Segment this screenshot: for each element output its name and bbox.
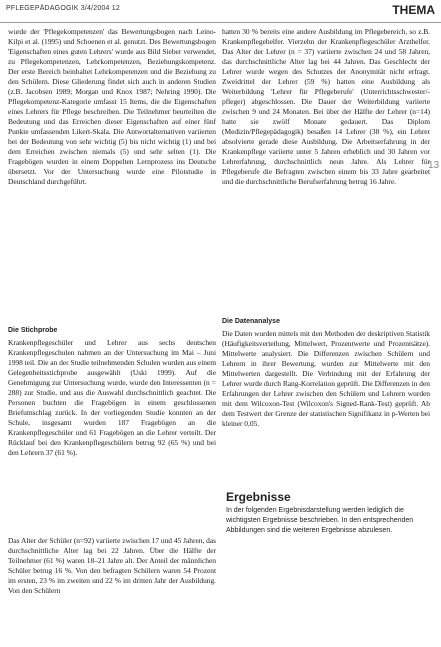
schueler-paragraph: Das Alter der Schüler (n=92) variierte zwischen 17 und 45 Jahren, das durchschnittliche Alter lag bei 22 Jahren. Über die Hälfte der Teilnehmer (61 %) waren 18–21 Jahre alt. Der Anteil der männlichen Schüler betrug 16 %. Von den befragten Schülern waren 54 Prozent im ersten, 23 % im zweiten und 22 % im dritten Jahr der Ausbildung. Von den Schülern xyxy=(8,536,216,595)
intro-paragraph: wurde der 'Pflegekompetenzen' das Bewertungsbogen nach Leino-Kilpi et al. (1995) und Schoenen et al. genutzt. Des Bewertungsbogen 'Eigenschaften eines guten Lehrers' wurde aus Bild Sieber verwendet, zu Pflegekompetenzen, Lehrkompetenzen, Beziehungskompetenz. Der erste Bereich beinhaltet Lehrkompetenzen und die Beziehung zu den Schülern. Diese Gliederung findet sich auch in anderen Studien (z.B. Jacobsen 1989; Morgan und Knox 1987; Nehring 1990). Die Pflegekompetenz-Kategorie umfasst 15 Items, die die Eigenschaften eines Lehrers für Pflege beschreiben. Die Teilnehmer beurteilten die Bedeutung und das Erreichen dieser Eigenschaften auf einer fünf Punkte umfassenden Likert-Skala. Die Antwortalternativen variierten bei der Bedeutung von sehr wichtig (5) bis nicht wichtig (1) und bei dem Erreichen zwischen niemals (5) und sehr selten (1). Die Fragebögen wurden in einem Doppelten Lernprozess ins Deutsche übersetzt. Vor der Untersuchung wurde eine Pilotstudie in Deutschland durchgeführt. xyxy=(8,27,216,186)
page-number: 13 xyxy=(428,160,440,171)
datenanalyse-paragraph: Die Daten wurden mittels mit den Methoden der deskriptiven Statistik (Häufigkeitsverteilung, Mittelwert, Prozentwerte und Prozentsätze). Mittelwerte analysiert. Die Differenzen zwischen Schülern und Lehrern in ihrer Bewertung, wurden zur Mittelwerte mit den Mittelwerten dargestellt. Die Verbindung mit der Erfahrung der Lehrer wurde durch Rang-Korrelation geprüft. Die Differenzen in den Erfahrungen der Lehrer zwischen den Schülern und Lehrern wurden mit dem Wilcoxon-Test (Wilcoxon's Signed-Rank-Test) geprüft. Ab dem Testwert der Grenze der statistischen Signifikanz in p-Werten bei kleiner 0,05. xyxy=(222,329,430,428)
section-title: THEMA xyxy=(392,3,435,17)
journal-title: PFLEGEPÄDAGOGIK 3/4/2004 12 xyxy=(6,5,120,12)
stichprobe-paragraph: Krankenpflegeschüler und Lehrer aus sechs deutschen Krankenpflegeschulen nahmen an der Untersuchung im Mai – Juni 1998 teil. Die an der Studie teilnehmenden Schulen wurden aus einem Gelegenheitsstichprobe ausgewählt (Uski 1999). Auf die Genehmigung zur Untersuchung wurde, wurde den Interessenten (n = 288) zur Studie, und aus die Auswahl durchschnittlich geachtet. Die Personen buchten die Fragebögen in einem geschlossenen Briefumschlag zurück. In der vorliegenden Studie konnten an der Schule, insgesamt wurden 187 Fragebögen an die Krankenpflegeschüler und 61 Fragebögen an die Lehrer verteilt. Der Rücklauf bei den Krankenpflegeschülern betrug 92 (65 %) und bei den Lehrern 37 (61 %). xyxy=(8,338,216,457)
stichprobe-heading: Die Stichprobe xyxy=(8,327,58,334)
page-header xyxy=(0,0,441,23)
datenanalyse-heading: Die Datenanalyse xyxy=(222,318,280,325)
ergebnisse-paragraph: In der folgenden Ergebnisdarstellung werden lediglich die wichtigsten Ergebnisse beschrieben. In den entsprechenden Abbildungen sind die weiteren Ergebnisse abzulesen. xyxy=(226,507,414,534)
ergebnisse-heading: Ergebnisse xyxy=(226,490,291,504)
lehrer-paragraph: hatten 30 % bereits eine andere Ausbildung im Pflegebereich, so z.B. Krankenpflegehelfer. Vierzehn der Krankenpflegeschüler Arzthelfer. Das Alter der Lehrer (n = 37) variierte zwischen 24 und 58 Jahren, das durchschnittliche Alter lag bei 44 Jahren. Das Geschlecht der Lehrer wurde wegen des Schutzes der Anonymität nicht erfragt. Zweidrittel der Lehrer (59 %) hatten eine Ausbildung als Weiterbildung 'Lehrer für Pflegeberufe' (Unterrichtsschwester/-pfleger) abgeschlossen. Die Dauer der Weiterbildung variierte zwischen 9 und 24 Monaten. Bei über der Hälfte der Lehrer (n=14) hatte sie zwölf Monate gedauert. Das Diplom (Medizin/Pflegepädagogik) besaßen 14 Lehrer (38 %), ein Lehrer absolvierte gerade diese Ausbildung. Die Arbeitserfahrung in der Krankenpflege variierte unter 5 Jahren erheblich und 30 Jahren vor Lehrerfahrung, durchschnittlich neun Jahre. Als Lehrer für Pflegeberufe die Befragten zwischen einem bis 33 Jahre gearbeitet und die durchschnittliche Berufserfahrung betrug 16 Jahre. xyxy=(222,27,430,186)
